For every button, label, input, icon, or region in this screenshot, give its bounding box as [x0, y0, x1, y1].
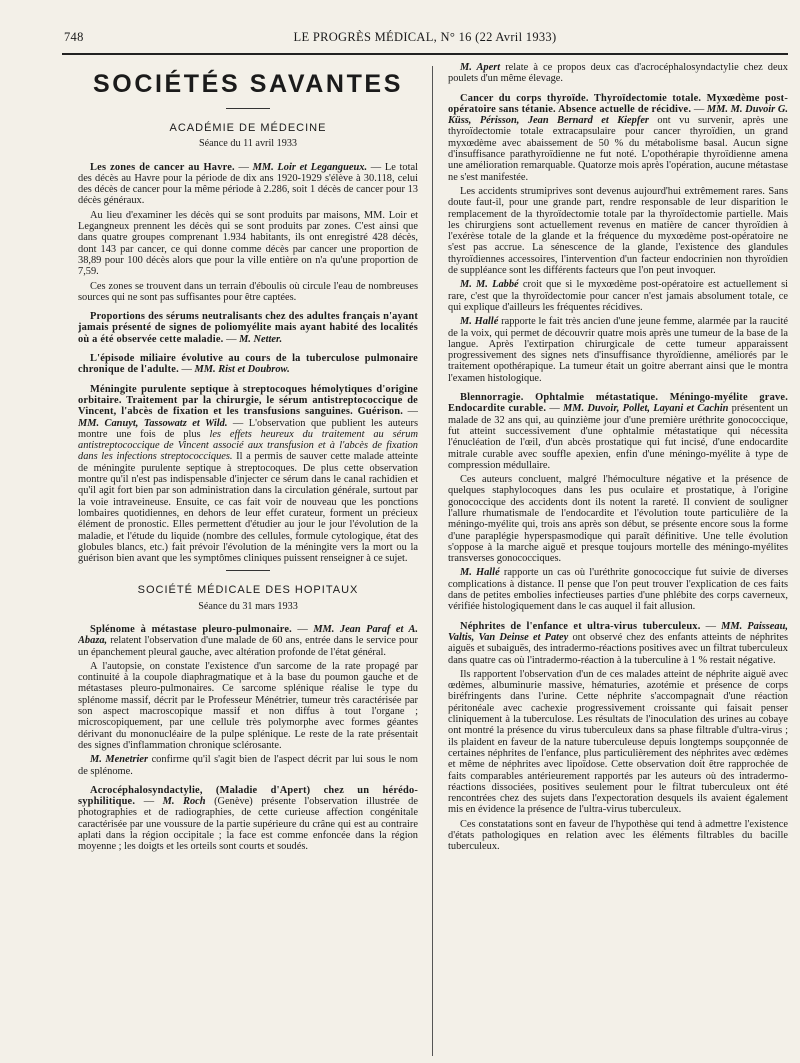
paragraph: Ces zones se trouvent dans un terrain d'éboulis où circule l'eau de nombreuses sources qui ne sont pas suffisantes pour être captées.	[78, 280, 418, 303]
article-title: Les zones de cancer au Havre.	[90, 161, 235, 173]
journal-title: LE PROGRÈS MÉDICAL, N° 16 (22 Avril 1933)	[293, 30, 557, 44]
article-authors: MM. M. Duvoir G. Küss, Périsson, Jean Bernard et Kiepfer	[448, 103, 788, 127]
paragraph: Les accidents strumiprives sont devenus aujourd'hui extrêmement rares. Sans doute faut-il, pour une grande part, rendre responsable de leur disparition le remplacement de la thyroïdectomie totale par la thyroïdectomie partielle. Mais les chirurgiens sont actuellement revenus en matière de cancer thyroïdien à l'exérèse totale de la glande et la fréquence du myxœdème post-opératoire ne s'est pas accrue. La sénescence de la glande, l'existence des glandules thyroïdiennes accessoires, l'intervention d'un facteur endocrinien non thyroïdien de suppléance sont les différents facteurs que l'on peut invoquer.	[448, 185, 788, 277]
session-date-academie: Séance du 11 avril 1933	[198, 138, 298, 150]
article-authors: MM. Duvoir, Pollet, Layani et Cachin	[563, 403, 729, 415]
article-authors: MM. Canuyt, Tassowatz et Wild.	[78, 417, 228, 429]
page-header	[64, 30, 786, 48]
article-authors: M. Netter.	[239, 333, 283, 345]
article-authors: MM. Rist et Doubrow.	[194, 364, 290, 376]
article-title: Blennorragie. Ophtalmie métastatique. Méningo-myélite grave. Endocardite curable.	[448, 392, 788, 415]
paragraph: A l'autopsie, on constate l'existence d'un sarcome de la rate propagé par continuité à la coupole diaphragmatique et à la base du poumon gauche et de métastases pleuro-pulmonaires. Ce sarcome splénique réalise le type du splénome massif, décrit par le Professeur Ménétrier, tumeur très caractérisée par son aspect macroscopique massif et non diffus à tout l'organe ; microscopiquement, par une cellule très polymorphe avec formes géantes dérivant du mononucléaire de la pulpe splénique. Le reste de la rate présentait des signes d'inflammation chronique sclérosante.	[78, 660, 418, 751]
column-divider	[432, 66, 433, 1056]
paragraph: M. Apert relate à ce propos deux cas d'acrocéphalosyndactylie chez deux poulets d'un même élevage.	[448, 62, 788, 85]
article-authors: M. Roch	[162, 796, 206, 808]
right-column	[448, 62, 788, 1057]
article-authors: MM. Paisseau, Valtis, Van Deinse et Patey	[448, 620, 788, 643]
article-authors: MM. Jean Paraf et A. Abaza,	[78, 623, 418, 647]
article-miliaire: L'épisode miliaire évolutive au cours de la tuberculose pulmonaire chronique de l'adulte. — MM. Rist et Doubrow.	[78, 353, 418, 376]
article-title: Cancer du corps thyroïde. Thyroïdectomie totale. Myxœdème post-opératoire sans tétanie. Absence actuelle de récidive.	[448, 92, 788, 115]
article-title: Acrocéphalosyndactylie, (Maladie d'Apert) chez un hérédo-syphilitique.	[78, 784, 418, 808]
article-meningite: Méningite purulente septique à streptocoques hémolytiques d'origine orbitaire. Traitement par la chirurgie, le sérum antistreptococcique de Vincent, l'abcès de fixation et les transfusions sanguines. Guérison. — MM. Canuyt, Tassowatz et Wild. — L'observation que publient les auteurs montre une fois de plus les effets heureux du traitement au sérum antistreptococcique de Vincent associé aux transfusion et à l'abcès de fixation dans les infections streptococciques. Il a permis de sauver cette malade atteinte de méningite purulente septique à streptocoques. De plus cette observation montre qu'il n'est pas indispensable d'injecter ce sérum dans le canal rachidien et qu'il agit fort bien par son administration dans la circulation générale, surtout par la voie intraveineuse. Ensuite, ce cas fait voir de nouveau que les ponctions lombaires quotidiennes, en dehors de leur effet curateur, forment un précieux élément de pronostic. Elles permettent d'étudier au jour le jour l'évolution de la maladie, et l'étude du liquide (nombre des cellules, formule cytologique, état des globules blancs, etc.) fait prévoir l'évolution de la méningite vers la mort ou la guérison bien avant que les symptômes cliniques puissent renseigner à ce sujet.	[78, 383, 418, 565]
title-rule	[226, 108, 270, 109]
paragraph: M. Menetrier confirme qu'il s'agit bien de l'aspect décrit par lui sous le nom de splénome.	[78, 754, 418, 777]
society-name-academie: ACADÉMIE DE MÉDECINE	[169, 122, 327, 134]
paragraph: Au lieu d'examiner les décès qui se sont produits par maisons, MM. Loir et Legangneux prennent les décès qui se sont produits par zones. C'est ainsi que dans quatre groupes comprenant 1.934 habitants, ils ont enregistré 428 décès, dont 143 par cancer, ce qui donne comme décès par cancer une proportion de 38,89 pour 100 décès alors que pour la ville entière on n'a qu'une proportion de 7,59.	[78, 209, 418, 278]
paragraph: Ils rapportent l'observation d'un de ces malades atteint de néphrite aiguë avec œdèmes, albuminurie massive, hématuries, azotémie et présence de corps biréfringents dans l'urine. Cette néphrite s'accompagnait d'une réaction péritonéale avec cachexie progressivement croissante qui faisait penser cliniquement à la tuberculose. Les résultats de l'inoculation des urines au cobaye ont montré la présence du virus tuberculeux dans sa phase filtrable d'ultra-virus ; ils plaident en faveur de la nature tuberculeuse depuis longtemps soupçonnée de certaines néphrites de l'enfance, plus particulièrement des néphrites avec œdèmes et même de néphrites avec lipoïdose. Cette observation doit être rapprochée de faits comparables antérieurement rapportés par les auteurs où des intradermo-réactions dissociées, positives seulement pour le filtrat tuberculeux ont été rencontrées chez des sujets dans l'expectoration desquels ils avaient également mis en évidence la présence de l'ultra-virus tuberculeux.	[448, 668, 788, 816]
article-title: Splénome à métastase pleuro-pulmonaire.	[90, 623, 292, 635]
article-blennorragie: Blennorragie. Ophtalmie métastatique. Méningo-myélite grave. Endocardite curable. — MM. Duvoir, Pollet, Layani et Cachin présentent un malade de 32 ans qui, au quinzième jour d'une première uréthrite gonococcique, fut atteint successivement d'une ophtalmie métastatique qui nécessita l'énucléation de l'œil, d'un abcès prostatique qui fut incisé, d'une endocardite mitrale curable avec souffle apexien, enfin d'une méningo-myélite à type de compression médullaire.	[448, 392, 788, 471]
article-acrocephalosyndactylie: Acrocéphalosyndactylie, (Maladie d'Apert) chez un hérédo-syphilitique. — M. Roch (Genève) présente l'observation illustrée de photographies et de radiographies, de cette curieuse affection congénitale caractérisée par une voussure de la partie supérieure du crâne qui est au contraire aplati dans la région occipitale ; la face est comme enfoncée dans la région moyenne ; les doigts et les orteils sont courts et soudés.	[78, 784, 418, 853]
article-cancer-thyroide: Cancer du corps thyroïde. Thyroïdectomie totale. Myxœdème post-opératoire sans tétanie. Absence actuelle de récidive. — MM. M. Duvoir G. Küss, Périsson, Jean Bernard et Kiepfer ont vu survenir, après une thyroïdectomie totale extracapsulaire pour cancer thyroïdien, un grand myxœdème avec abaissement de 50 % du métabolisme basal. Aucun signe d'insuffisance parathyroïdienne ne fut noté. L'opothérapie thyroïdienne amena une amélioration remarquable. Quatorze mois après l'opération, aucune métastase ne s'est manifestée.	[448, 92, 788, 183]
article-title: Proportions des sérums neutralisants chez des adultes français n'ayant jamais présenté de signes de poliomyélite mais ayant habité des localités où a été observée cette maladie.	[78, 311, 418, 345]
paragraph: M. Hallé rapporte le fait très ancien d'une jeune femme, alarmée par la raucité de la voix, qui permet de découvrir quatre mois après une tumeur de la base de la langue. Après l'extirpation chirurgicale de cette tumeur apparaissent progressivement des signes nets d'insuffisance thyroïdienne, améliorés par le traitement opothérapique. La tumeur était un goitre aberrant ainsi que le montra l'examen histologique.	[448, 316, 788, 384]
section-rule	[226, 570, 270, 571]
article-title: L'épisode miliaire évolutive au cours de la tuberculose pulmonaire chronique de l'adulte.	[78, 353, 418, 376]
article-nephrites: Néphrites de l'enfance et ultra-virus tuberculeux. — MM. Paisseau, Valtis, Van Deinse et Patey ont observé chez des enfants atteints de néphrites aiguës et subaiguës, des intradermo-réactions positives avec un filtrat tuberculeux dans quatre cas où l'intradermo-réaction à la tuberculine à 1 % restait négative.	[448, 620, 788, 666]
article-splenome: Splénome à métastase pleuro-pulmonaire. — MM. Jean Paraf et A. Abaza, relatent l'observation d'une malade de 60 ans, entrée dans le service pour un épanchement pleural gauche, avec altération profonde de l'état général.	[78, 623, 418, 658]
article-title: Méningite purulente septique à streptocoques hémolytiques d'origine orbitaire. Traitement par la chirurgie, le sérum antistreptococcique de Vincent, l'abcès de fixation et les transfusions sanguines. Guérison.	[78, 383, 418, 418]
article-authors: MM. Loir et Legangueux.	[252, 161, 368, 173]
article-title: Néphrites de l'enfance et ultra-virus tuberculeux.	[460, 620, 701, 632]
paragraph: Ces auteurs concluent, malgré l'hémoculture négative et la présence de quelques staphylocoques dans les pus oculaire et prostatique, à l'origine gonococcique des accidents dont ils notent la rareté. Il convient de souligner l'allure rhumatismale de l'endocardite et l'évolution toute particulière de la méningo-myélite qui, trois ans après son début, se présente encore sous la forme d'une paraplégie hyperspasmodique qui paraît définitive. Une telle évolution s'oppose à la marche aiguë et presque toujours mortelle des méningo-myélites transverses gonococciques.	[448, 474, 788, 565]
header-rule	[62, 53, 788, 55]
paragraph: M. M. Labbé croit que si le myxœdème post-opératoire est actuellement si rare, c'est que la thyroïdectomie pour cancer n'est jamais absolument totale, ce qui explique d'ailleurs les fréquentes récidives.	[448, 279, 788, 313]
article-serums: Proportions des sérums neutralisants chez des adultes français n'ayant jamais présenté de signes de poliomyélite mais ayant habité des localités où a été observée cette maladie. — M. Netter.	[78, 311, 418, 345]
article-zones-cancer: Les zones de cancer au Havre. — MM. Loir et Legangueux. — Le total des décès au Havre pour la période de dix ans 1920-1929 s'élève à 30.118, celui des décès de cancer pour la même période à 2.286, soit 1 décès de cancer pour 13 décès généraux.	[78, 161, 418, 207]
session-date-hopitaux: Séance du 31 mars 1933	[198, 600, 298, 612]
section-title: SOCIÉTÉS SAVANTES	[93, 70, 403, 98]
left-column	[78, 62, 418, 1057]
article-text: — Le total des décès au Havre pour la période de dix ans 1920-1929 s'élève à 30.118, celui des décès de cancer pour la même période à 2.286, soit 1 décès de cancer pour 13 décès généraux.	[78, 161, 418, 207]
paragraph: M. Hallé rapporte un cas où l'uréthrite gonococcique fut suivie de diverses complications à distance. Il pense que l'on peut trouver l'explication de ces faits dans de petites embolies infectieuses parties d'une phlébite des corps caverneux, vérifiée histologiquement dans le cas auquel il fait allusion.	[448, 567, 788, 613]
paragraph: Ces constatations sont en faveur de l'hypothèse qui tend à admettre l'existence d'états pathologiques en relation avec les éléments filtrables du bacille tuberculeux.	[448, 818, 788, 853]
page-number: 748	[64, 30, 84, 44]
society-name-hopitaux: SOCIÉTÉ MÉDICALE DES HOPITAUX	[137, 584, 359, 597]
